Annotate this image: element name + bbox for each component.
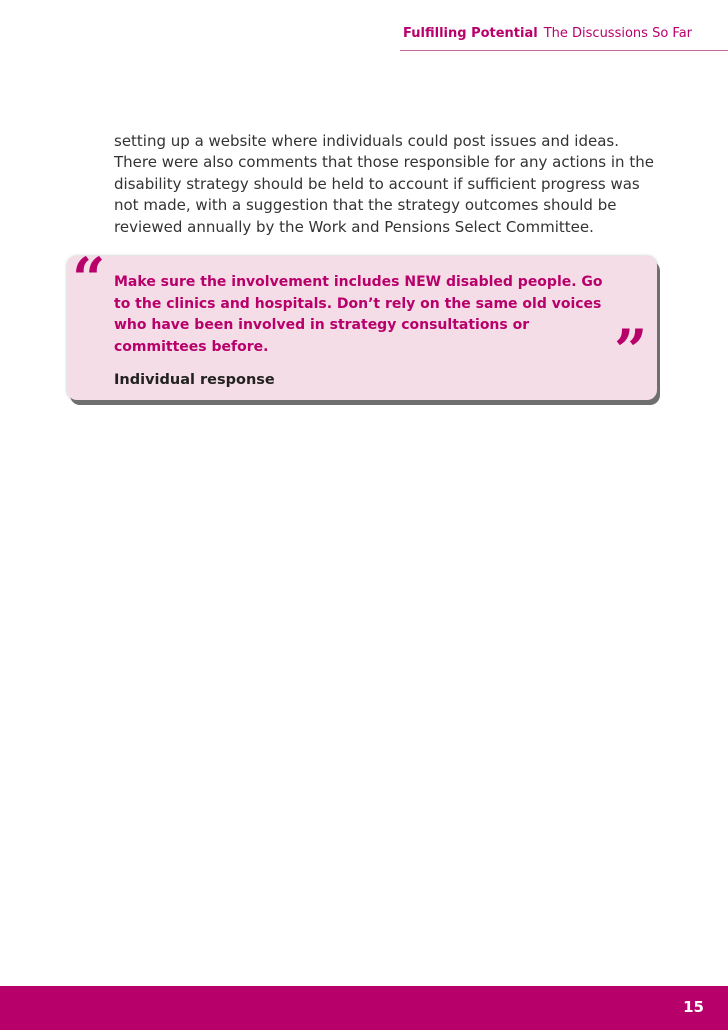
open-quote-icon: “	[72, 245, 106, 313]
quote-attribution: Individual response	[114, 372, 275, 388]
header-divider	[400, 50, 728, 51]
close-quote-icon: ”	[614, 317, 648, 385]
running-header	[403, 26, 692, 42]
page-number: 15	[683, 998, 704, 1016]
footer-bar	[0, 986, 728, 1030]
quote-text: Make sure the involvement includes NEW disabled people. Go to the clinics and hospitals. Don’t rely on the same old voices who have been involved in strategy consultations or committees before.	[114, 274, 603, 355]
body-paragraph: setting up a website where individuals could post issues and ideas. There were also comments that those responsible for any actions in the disability strategy should be held to account if sufficient progress was not made, with a suggestion that the strategy outcomes should be reviewed annually by the Work and Pensions Select Committee.	[114, 132, 654, 236]
header-brand: Fulfilling Potential	[403, 26, 538, 41]
header-subtitle: The Discussions So Far	[543, 26, 692, 41]
